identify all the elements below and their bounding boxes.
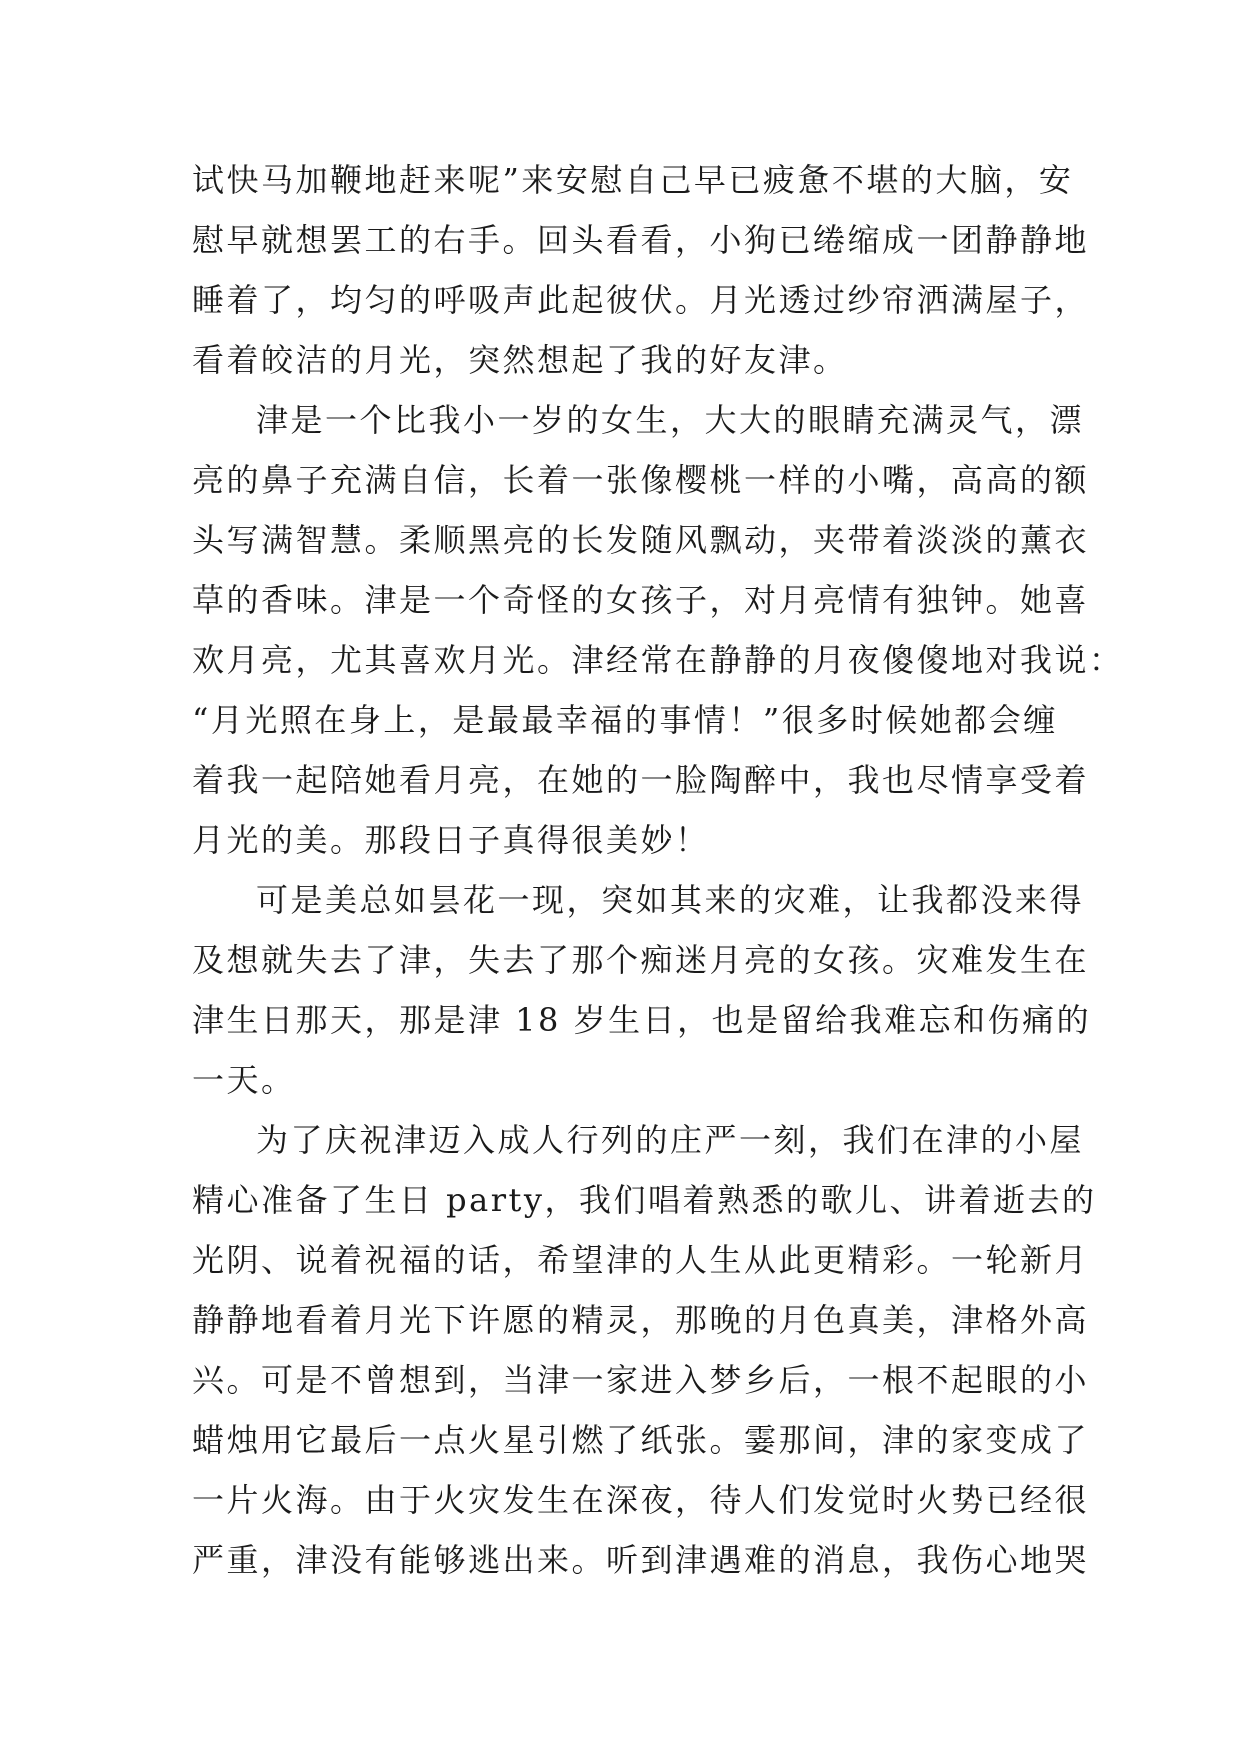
text-line: 头写满智慧。柔顺黑亮的长发随风飘动，夹带着淡淡的薰衣	[192, 521, 1090, 559]
text-line: 着我一起陪她看月亮，在她的一脸陶醉中，我也尽情享受着	[192, 761, 1090, 799]
paragraph-first-line: 可是美总如昙花一现，突如其来的灾难，让我都没来得	[256, 881, 1085, 919]
text-line: 精心准备了生日 party，我们唱着熟悉的歌儿、讲着逝去的	[192, 1181, 1097, 1219]
text-line: 亮的鼻子充满自信，长着一张像樱桃一样的小嘴，高高的额	[192, 461, 1090, 499]
text-line: 睡着了，均匀的呼吸声此起彼伏。月光透过纱帘洒满屋子，	[192, 281, 1090, 319]
text-line: 一片火海。由于火灾发生在深夜，待人们发觉时火势已经很	[192, 1481, 1090, 1519]
text-line: 欢月亮，尤其喜欢月光。津经常在静静的月夜傻傻地对我说：	[192, 641, 1124, 679]
text-line: 一天。	[192, 1061, 296, 1099]
text-line: “月光照在身上，是最最幸福的事情！”很多时候她都会缠	[192, 701, 1058, 739]
text-line: 及想就失去了津，失去了那个痴迷月亮的女孩。灾难发生在	[192, 941, 1090, 979]
text-line: 津生日那天，那是津 18 岁生日，也是留给我难忘和伤痛的	[192, 1001, 1092, 1039]
text-line: 慰早就想罢工的右手。回头看看，小狗已绻缩成一团静静地	[192, 221, 1090, 259]
text-line: 试快马加鞭地赶来呢”来安慰自己早已疲惫不堪的大脑，安	[192, 161, 1074, 199]
text-line: 草的香味。津是一个奇怪的女孩子，对月亮情有独钟。她喜	[192, 581, 1090, 619]
text-line: 静静地看着月光下许愿的精灵，那晚的月色真美，津格外高	[192, 1301, 1090, 1339]
text-line: 月光的美。那段日子真得很美妙！	[192, 821, 710, 859]
text-line: 严重，津没有能够逃出来。听到津遇难的消息，我伤心地哭	[192, 1541, 1090, 1579]
text-line: 兴。可是不曾想到，当津一家进入梦乡后，一根不起眼的小	[192, 1361, 1090, 1399]
text-line: 看着皎洁的月光，突然想起了我的好友津。	[192, 341, 848, 379]
text-line: 光阴、说着祝福的话，希望津的人生从此更精彩。一轮新月	[192, 1241, 1090, 1279]
text-line: 蜡烛用它最后一点火星引燃了纸张。霎那间，津的家变成了	[192, 1421, 1090, 1459]
paragraph-first-line: 为了庆祝津迈入成人行列的庄严一刻，我们在津的小屋	[256, 1121, 1085, 1159]
paragraph-first-line: 津是一个比我小一岁的女生，大大的眼睛充满灵气，漂	[256, 401, 1085, 439]
